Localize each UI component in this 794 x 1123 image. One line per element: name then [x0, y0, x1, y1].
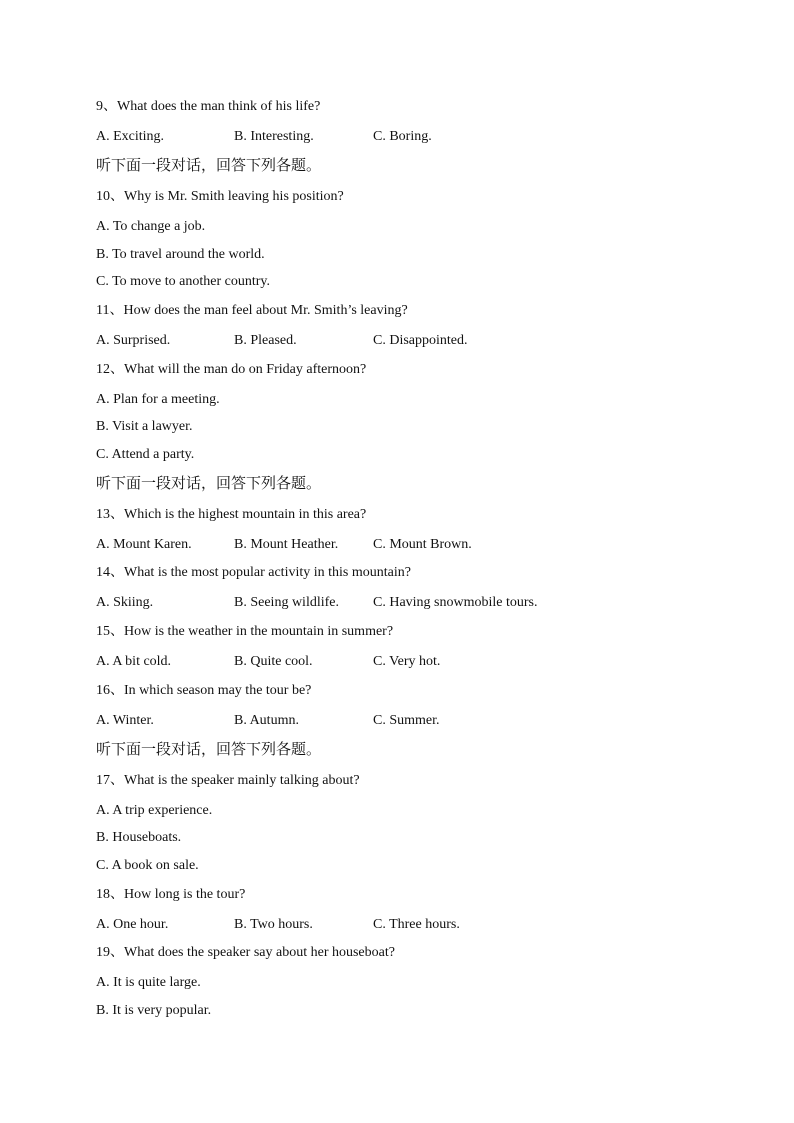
question-13: 13、Which is the highest mountain in this area?	[96, 507, 367, 522]
option-c: C. Disappointed.	[373, 333, 468, 348]
option-b: B. Mount Heather.	[234, 537, 339, 552]
question-11: 11、How does the man feel about Mr. Smith’s leaving?	[96, 303, 408, 318]
option-a: A. Winter.	[96, 713, 154, 728]
section-instruction: 听下面一段对话，回答下列各题。	[96, 474, 322, 492]
option-c: C. Mount Brown.	[373, 537, 472, 552]
section-instruction: 听下面一段对话，回答下列各题。	[96, 740, 322, 758]
question-16: 16、In which season may the tour be?	[96, 683, 312, 698]
option-b: B. Autumn.	[234, 713, 299, 728]
question-12: 12、What will the man do on Friday afternoon?	[96, 362, 367, 377]
option-a: A. Mount Karen.	[96, 537, 192, 552]
option-c: C. A book on sale.	[96, 858, 199, 873]
option-a: A. Skiing.	[96, 595, 154, 610]
option-b: B. Interesting.	[234, 129, 314, 144]
option-b: B. Quite cool.	[234, 654, 313, 669]
question-17: 17、What is the speaker mainly talking about?	[96, 773, 360, 788]
option-a: A. Surprised.	[96, 333, 171, 348]
option-c: C. Boring.	[373, 129, 432, 144]
option-a: A. It is quite large.	[96, 975, 201, 990]
option-b: B. Two hours.	[234, 917, 313, 932]
option-c: C. Summer.	[373, 713, 440, 728]
question-9: 9、What does the man think of his life?	[96, 99, 321, 114]
option-a: A. To change a job.	[96, 219, 206, 234]
option-c: C. Having snowmobile tours.	[373, 595, 538, 610]
question-10: 10、Why is Mr. Smith leaving his position?	[96, 189, 344, 204]
option-a: A. A bit cold.	[96, 654, 172, 669]
option-a: A. Plan for a meeting.	[96, 392, 220, 407]
question-15: 15、How is the weather in the mountain in summer?	[96, 624, 394, 639]
option-a: A. One hour.	[96, 917, 169, 932]
option-b: B. Seeing wildlife.	[234, 595, 339, 610]
question-18: 18、How long is the tour?	[96, 887, 246, 902]
option-b: B. Houseboats.	[96, 830, 182, 845]
option-a: A. A trip experience.	[96, 803, 213, 818]
option-b: B. It is very popular.	[96, 1003, 212, 1018]
question-14: 14、What is the most popular activity in this mountain?	[96, 565, 411, 580]
option-b: B. To travel around the world.	[96, 247, 265, 262]
option-c: C. Three hours.	[373, 917, 460, 932]
section-instruction: 听下面一段对话，回答下列各题。	[96, 156, 322, 174]
question-19: 19、What does the speaker say about her houseboat?	[96, 945, 395, 960]
option-b: B. Pleased.	[234, 333, 297, 348]
option-c: C. Attend a party.	[96, 447, 195, 462]
option-c: C. To move to another country.	[96, 274, 270, 289]
option-c: C. Very hot.	[373, 654, 441, 669]
option-b: B. Visit a lawyer.	[96, 419, 193, 434]
option-a: A. Exciting.	[96, 129, 165, 144]
